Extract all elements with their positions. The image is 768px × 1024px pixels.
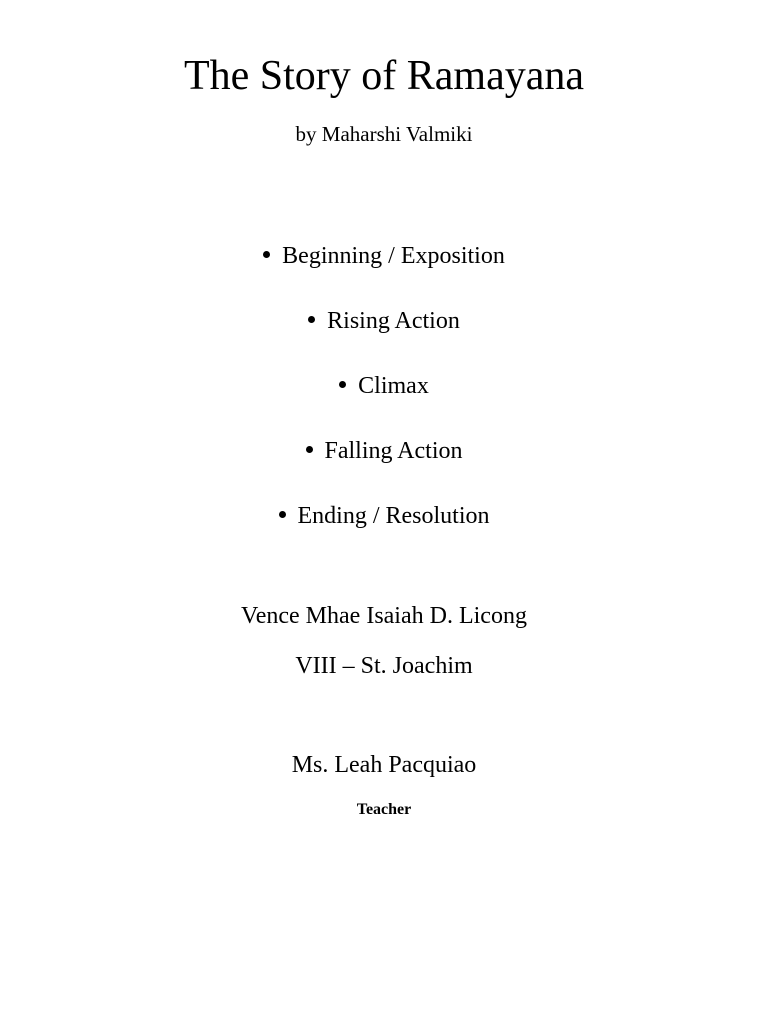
list-item-label: Rising Action (327, 308, 460, 334)
student-section: VIII – St. Joachim (295, 653, 473, 679)
document-title: The Story of Ramayana (183, 53, 585, 99)
list-item-label: Climax (358, 373, 429, 399)
list-item-label: Beginning / Exposition (282, 243, 505, 269)
document-subtitle: by Maharshi Valmiki (295, 122, 473, 146)
list-item (0, 439, 768, 463)
bullet-icon (279, 511, 286, 518)
list-item (0, 504, 768, 528)
bullet-icon (308, 316, 315, 323)
student-name: Vence Mhae Isaiah D. Licong (241, 603, 527, 629)
list-item-label: Falling Action (324, 438, 463, 464)
bullet-icon (263, 251, 270, 258)
list-item (0, 309, 768, 333)
teacher-name: Ms. Leah Pacquiao (291, 752, 477, 778)
bullet-icon (339, 381, 346, 388)
list-item-label: Ending / Resolution (297, 503, 490, 529)
bullet-icon (306, 446, 313, 453)
list-item (0, 244, 768, 268)
list-item (0, 374, 768, 398)
teacher-role: Teacher (356, 801, 412, 818)
